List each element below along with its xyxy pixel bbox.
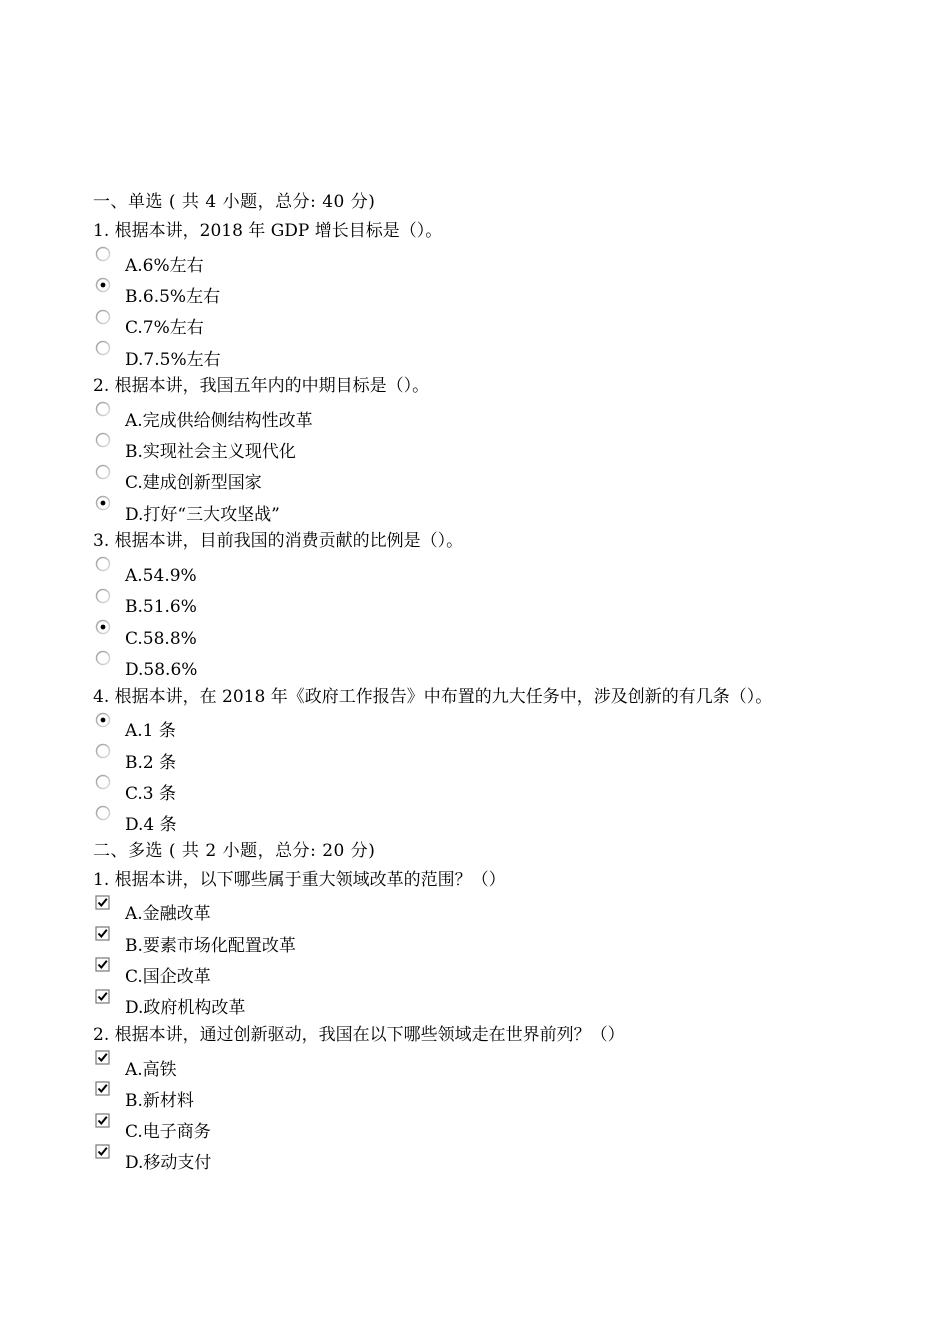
checkbox-icon[interactable] <box>95 895 111 911</box>
answer-option[interactable] <box>93 277 793 308</box>
answer-option[interactable] <box>93 650 793 681</box>
radio-button-icon[interactable] <box>95 619 111 635</box>
option-label: B.实现社会主义现代化 <box>125 442 296 463</box>
question-text: 2. 根据本讲，通过创新驱动，我国在以下哪些领域走在世界前列？（） <box>93 1024 625 1045</box>
question-text: 4. 根据本讲，在 2018 年《政府工作报告》中布置的九大任务中，涉及创新的有几条（）。 <box>93 686 773 707</box>
option-label: A.1 条 <box>125 721 176 742</box>
section-title: 二、多选 ( 共 2 小题，总分: 20 分) <box>93 840 376 861</box>
answer-option[interactable] <box>93 340 793 371</box>
radio-button-icon[interactable] <box>95 556 111 572</box>
option-label: D.移动支付 <box>125 1153 212 1174</box>
radio-button-icon[interactable] <box>95 401 111 417</box>
option-label: B.6.5%左右 <box>125 286 221 307</box>
answer-option[interactable] <box>93 432 793 463</box>
answer-option[interactable] <box>93 309 793 340</box>
question <box>93 371 793 526</box>
option-label: C.3 条 <box>125 783 177 804</box>
answer-option[interactable] <box>93 895 793 926</box>
radio-button-icon[interactable] <box>95 309 111 325</box>
answer-option[interactable] <box>93 1050 793 1081</box>
radio-button-icon[interactable] <box>95 277 111 293</box>
answer-option[interactable] <box>93 1081 793 1112</box>
checkbox-icon[interactable] <box>95 957 111 973</box>
answer-option[interactable] <box>93 588 793 619</box>
option-label: C.建成创新型国家 <box>125 473 262 494</box>
question <box>93 1020 793 1175</box>
checkbox-icon[interactable] <box>95 1050 111 1066</box>
question-text: 3. 根据本讲，目前我国的消费贡献的比例是（）。 <box>93 531 464 552</box>
question <box>93 526 793 681</box>
radio-button-icon[interactable] <box>95 650 111 666</box>
answer-option[interactable] <box>93 619 793 650</box>
option-label: A.高铁 <box>125 1059 177 1080</box>
option-label: B.要素市场化配置改革 <box>125 935 296 956</box>
answer-option[interactable] <box>93 464 793 495</box>
question-text: 1. 根据本讲，以下哪些属于重大领域改革的范围？（） <box>93 869 506 890</box>
option-label: D.政府机构改革 <box>125 998 246 1019</box>
question <box>93 216 793 371</box>
answer-option[interactable] <box>93 1113 793 1144</box>
option-label: D.4 条 <box>125 815 177 836</box>
answer-option[interactable] <box>93 712 793 743</box>
radio-button-icon[interactable] <box>95 743 111 759</box>
checkbox-icon[interactable] <box>95 926 111 942</box>
option-label: B.51.6% <box>125 597 197 618</box>
quiz-form <box>93 188 793 1175</box>
option-label: B.新材料 <box>125 1090 194 1111</box>
option-label: C.国企改革 <box>125 967 211 987</box>
radio-button-icon[interactable] <box>95 464 111 480</box>
radio-button-icon[interactable] <box>95 340 111 356</box>
answer-option[interactable] <box>93 926 793 957</box>
radio-button-icon[interactable] <box>95 495 111 511</box>
answer-option[interactable] <box>93 246 793 277</box>
checkbox-icon[interactable] <box>95 1144 111 1160</box>
option-label: D.7.5%左右 <box>125 349 221 370</box>
radio-button-icon[interactable] <box>95 712 111 728</box>
answer-option[interactable] <box>93 957 793 988</box>
answer-option[interactable] <box>93 401 793 432</box>
checkbox-icon[interactable] <box>95 989 111 1005</box>
question <box>93 682 793 837</box>
radio-button-icon[interactable] <box>95 774 111 790</box>
option-label: D.58.6% <box>125 659 198 680</box>
radio-button-icon[interactable] <box>95 588 111 604</box>
question <box>93 865 793 1020</box>
question-text: 2. 根据本讲，我国五年内的中期目标是（）。 <box>93 376 430 397</box>
option-label: C.7%左右 <box>125 318 204 339</box>
radio-button-icon[interactable] <box>95 432 111 448</box>
checkbox-icon[interactable] <box>95 1081 111 1097</box>
answer-option[interactable] <box>93 556 793 587</box>
answer-option[interactable] <box>93 743 793 774</box>
option-label: A.54.9% <box>125 566 197 587</box>
checkbox-icon[interactable] <box>95 1113 111 1129</box>
option-label: A.金融改革 <box>125 904 211 925</box>
question-text: 1. 根据本讲，2018 年 GDP 增长目标是（）。 <box>93 221 443 241</box>
option-label: C.58.8% <box>125 628 197 649</box>
answer-option[interactable] <box>93 989 793 1020</box>
radio-button-icon[interactable] <box>95 805 111 821</box>
option-label: A.6%左右 <box>125 255 204 276</box>
answer-option[interactable] <box>93 774 793 805</box>
section-title: 一、单选 ( 共 4 小题，总分: 40 分) <box>93 192 376 212</box>
option-label: C.电子商务 <box>125 1122 211 1143</box>
answer-option[interactable] <box>93 495 793 526</box>
option-label: B.2 条 <box>125 752 177 773</box>
option-label: A.完成供给侧结构性改革 <box>125 410 313 431</box>
option-label: D.打好“三大攻坚战” <box>125 504 280 525</box>
radio-button-icon[interactable] <box>95 246 111 262</box>
answer-option[interactable] <box>93 1144 793 1175</box>
answer-option[interactable] <box>93 805 793 836</box>
